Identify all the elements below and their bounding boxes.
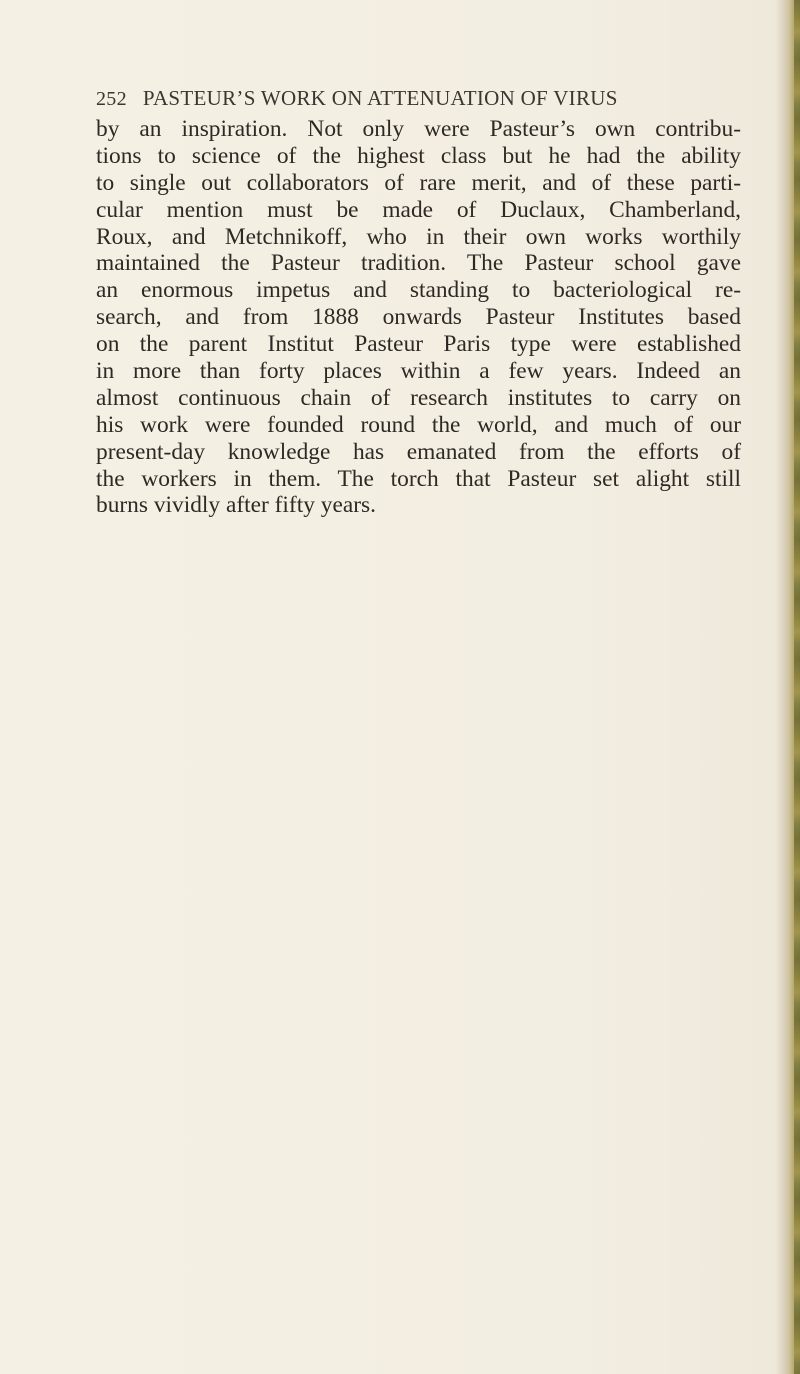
text-line: Roux, and Metchnikoff, who in their own works worthily (96, 223, 741, 250)
text-line: search, and from 1888 onwards Pasteur Institutes based (96, 304, 741, 331)
text-line: present-day knowledge has emanated from the efforts of (96, 438, 741, 465)
text-line: in more than forty places within a few years. Indeed an (96, 358, 741, 385)
text-line: cular mention must be made of Duclaux, Chamberland, (96, 196, 741, 223)
text-line: to single out collaborators of rare merit, and of these parti- (96, 169, 741, 196)
text-line: almost continuous chain of research institutes to carry on (96, 384, 741, 411)
text-line: by an inspiration. Not only were Pasteur’s own contribu- (96, 116, 741, 142)
text-line-last: burns vividly after fifty years. (96, 492, 376, 519)
text-line: tions to science of the highest class but he had the ability (96, 142, 741, 169)
text-line: on the parent Institut Pasteur Paris type were established (96, 331, 741, 358)
text-line: maintained the Pasteur tradition. The Pasteur school gave (96, 250, 741, 277)
page-number: 252 (96, 88, 127, 110)
running-title: PASTEUR’S WORK ON ATTENUATION OF VIRUS (142, 86, 618, 110)
running-head (96, 86, 736, 116)
text-line: an enormous impetus and standing to bacteriological re- (96, 277, 741, 304)
body-paragraph (96, 116, 741, 519)
page-edge-stripe (794, 0, 800, 1374)
text-line: his work were founded round the world, and much of our (96, 411, 741, 438)
text-line: the workers in them. The torch that Pasteur set alight still (96, 465, 741, 492)
